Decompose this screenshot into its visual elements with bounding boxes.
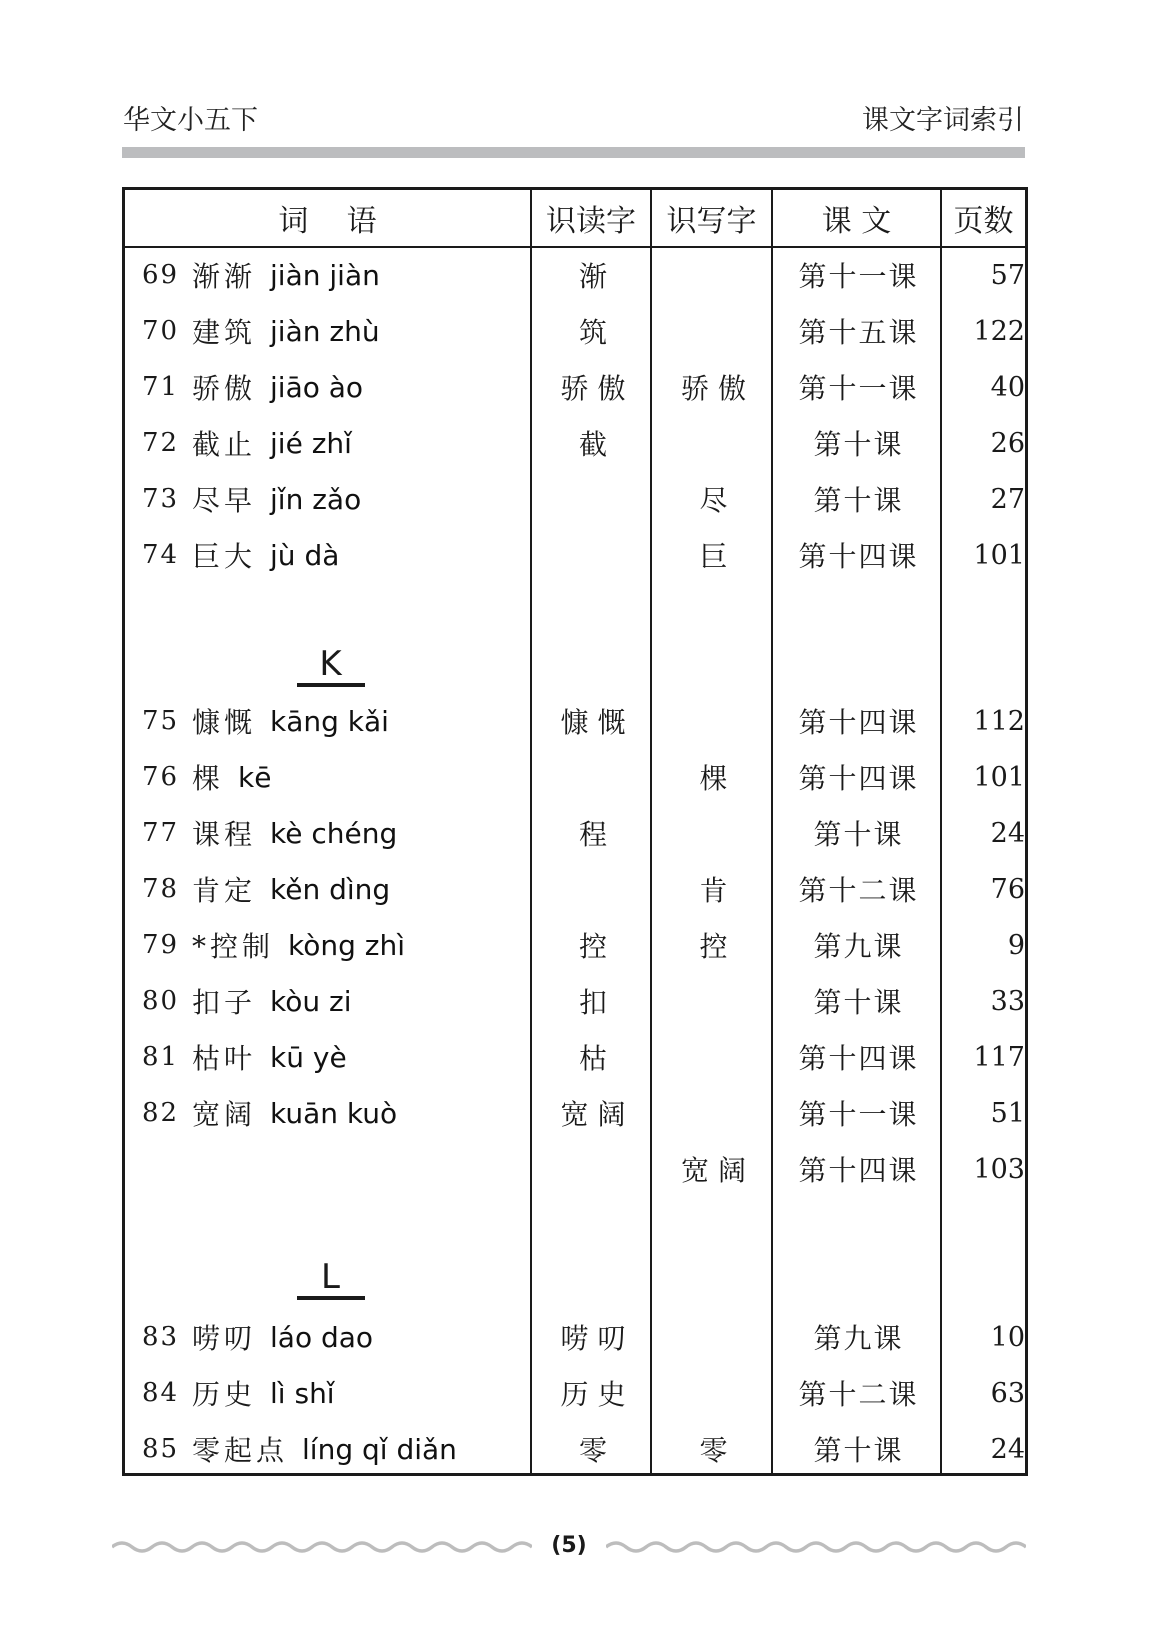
entry-pinyin: kěn dìng bbox=[270, 872, 391, 906]
entry-number: 70 bbox=[142, 316, 180, 346]
recognize-chars: 零 bbox=[578, 1434, 607, 1467]
page-number: 51 bbox=[990, 1097, 1025, 1129]
entry-pinyin: láo dao bbox=[270, 1320, 374, 1354]
page-number: 103 bbox=[973, 1153, 1025, 1185]
lesson-name: 第十二课 bbox=[798, 1378, 919, 1411]
recognize-chars bbox=[533, 749, 653, 805]
page-number: 10 bbox=[990, 1321, 1025, 1353]
write-chars: 肯 bbox=[699, 874, 728, 907]
table-row bbox=[125, 749, 1025, 805]
page-number: 26 bbox=[990, 427, 1025, 459]
page-number: 33 bbox=[990, 985, 1025, 1017]
entry-word: 建筑 bbox=[192, 316, 257, 349]
page-number: 24 bbox=[990, 817, 1025, 849]
entry-pinyin: jié zhǐ bbox=[270, 426, 352, 460]
page-number: 24 bbox=[990, 1433, 1025, 1465]
page-number: 117 bbox=[973, 1041, 1025, 1073]
entry-number: 75 bbox=[142, 706, 180, 736]
recognize-chars: 宽 阔 bbox=[560, 1098, 626, 1131]
entry-pinyin: kòng zhì bbox=[288, 928, 406, 962]
entry-word: 棵 bbox=[192, 762, 225, 795]
page-number: 27 bbox=[990, 483, 1025, 515]
page-number: 40 bbox=[990, 371, 1025, 403]
write-chars: 巨 bbox=[699, 540, 728, 573]
lesson-name: 第十四课 bbox=[798, 1154, 919, 1187]
recognize-chars: 骄 傲 bbox=[560, 372, 626, 405]
recognize-chars: 唠 叨 bbox=[560, 1322, 626, 1355]
entry-pinyin: lì shǐ bbox=[270, 1376, 335, 1410]
page-number-label: (5) bbox=[551, 1533, 587, 1558]
entry-word: 零起点 bbox=[192, 1434, 289, 1467]
recognize-chars bbox=[533, 471, 653, 527]
table-row bbox=[125, 247, 1025, 303]
table-row bbox=[125, 527, 1025, 583]
table-row-continuation bbox=[125, 1141, 1025, 1197]
section-heading-l bbox=[125, 1251, 533, 1307]
table-row bbox=[125, 359, 1025, 415]
table-row bbox=[125, 805, 1025, 861]
recognize-chars bbox=[533, 1141, 653, 1197]
recognize-chars: 截 bbox=[578, 428, 607, 461]
column-header-write: 识写字 bbox=[666, 204, 757, 239]
page-number: 63 bbox=[990, 1377, 1025, 1409]
entry-pinyin: jù dà bbox=[270, 538, 340, 572]
lesson-name: 第十课 bbox=[813, 1434, 904, 1467]
lesson-name: 第十课 bbox=[813, 818, 904, 851]
write-chars bbox=[653, 303, 774, 359]
entry-number: 84 bbox=[142, 1378, 180, 1408]
entry-number: 82 bbox=[142, 1098, 180, 1128]
entry-pinyin: jiàn zhù bbox=[270, 314, 380, 348]
entry-word: 尽早 bbox=[192, 484, 257, 517]
entry-word: 宽阔 bbox=[192, 1098, 257, 1131]
page-footer bbox=[112, 1533, 1026, 1563]
recognize-chars: 扣 bbox=[578, 986, 607, 1019]
lesson-name: 第九课 bbox=[813, 930, 904, 963]
entry-pinyin: kē bbox=[238, 760, 272, 794]
entry-number: 71 bbox=[142, 372, 180, 402]
write-chars bbox=[653, 247, 774, 303]
entry-word: 骄傲 bbox=[192, 372, 257, 405]
write-chars bbox=[653, 693, 774, 749]
write-chars bbox=[653, 1085, 774, 1141]
wave-ornament-right-icon bbox=[606, 1539, 1026, 1555]
page-number: 57 bbox=[990, 259, 1025, 291]
lesson-name: 第十课 bbox=[813, 428, 904, 461]
write-chars: 棵 bbox=[699, 762, 728, 795]
page-number: 101 bbox=[973, 761, 1025, 793]
entry-number: 72 bbox=[142, 428, 180, 458]
table-row bbox=[125, 917, 1025, 973]
lesson-name: 第十二课 bbox=[798, 874, 919, 907]
write-chars bbox=[653, 973, 774, 1029]
entry-number: 69 bbox=[142, 260, 180, 290]
recognize-chars: 筑 bbox=[578, 316, 607, 349]
column-header-page: 页数 bbox=[953, 204, 1014, 239]
entry-number: 78 bbox=[142, 874, 180, 904]
page-number: 9 bbox=[1007, 929, 1025, 961]
entry-pinyin: jǐn zǎo bbox=[270, 482, 362, 516]
entry-number: 83 bbox=[142, 1322, 180, 1352]
write-chars bbox=[653, 1309, 774, 1365]
entry-word: 慷慨 bbox=[192, 706, 257, 739]
table-row bbox=[125, 1365, 1025, 1421]
entry-pinyin: kè chéng bbox=[270, 816, 398, 850]
entry-number: 85 bbox=[142, 1434, 180, 1464]
recognize-chars bbox=[533, 861, 653, 917]
section-heading-k bbox=[125, 638, 533, 694]
section-letter: K bbox=[297, 645, 365, 687]
write-chars: 骄 傲 bbox=[681, 372, 746, 405]
recognize-chars: 程 bbox=[578, 818, 607, 851]
entry-word: 课程 bbox=[192, 818, 257, 851]
entry-word: 肯定 bbox=[192, 874, 257, 907]
entry-word: 历史 bbox=[192, 1378, 257, 1411]
entry-word: 扣子 bbox=[192, 986, 257, 1019]
page-number: 101 bbox=[973, 539, 1025, 571]
entry-pinyin: kū yè bbox=[270, 1040, 347, 1074]
entry-pinyin: kāng kǎi bbox=[270, 704, 389, 738]
entry-word: 枯叶 bbox=[192, 1042, 257, 1075]
write-chars bbox=[653, 1029, 774, 1085]
entry-number: 79 bbox=[142, 930, 180, 960]
write-chars bbox=[653, 805, 774, 861]
entry-pinyin: jiāo ào bbox=[270, 370, 364, 404]
word-index-table bbox=[122, 187, 1028, 1476]
column-header-lesson: 课 文 bbox=[821, 204, 892, 239]
recognize-chars: 渐 bbox=[578, 260, 607, 293]
recognize-chars: 慷 慨 bbox=[560, 706, 626, 739]
running-head-book-title: 华文小五下 bbox=[123, 105, 258, 136]
lesson-name: 第十四课 bbox=[798, 762, 919, 795]
entry-number: 73 bbox=[142, 484, 180, 514]
lesson-name: 第十四课 bbox=[798, 1042, 919, 1075]
entry-number: 81 bbox=[142, 1042, 180, 1072]
lesson-name: 第十课 bbox=[813, 484, 904, 517]
column-header-word: 词 语 bbox=[278, 204, 377, 239]
column-header-recognize: 识读字 bbox=[546, 204, 636, 239]
lesson-name: 第十一课 bbox=[798, 1098, 919, 1131]
lesson-name: 第十一课 bbox=[798, 372, 919, 405]
lesson-name: 第九课 bbox=[813, 1322, 904, 1355]
lesson-name: 第十一课 bbox=[798, 260, 919, 293]
header-divider-band bbox=[122, 147, 1025, 158]
table-row bbox=[125, 303, 1025, 359]
entry-pinyin: kuān kuò bbox=[270, 1096, 398, 1130]
table-row bbox=[125, 1029, 1025, 1085]
write-chars: 控 bbox=[699, 930, 728, 963]
entry-word: 渐渐 bbox=[192, 260, 257, 293]
entry-number: 74 bbox=[142, 540, 180, 570]
page-number: 122 bbox=[973, 315, 1025, 347]
table-row bbox=[125, 693, 1025, 749]
write-chars bbox=[653, 415, 774, 471]
entry-word: 巨大 bbox=[192, 540, 257, 573]
entry-number: 76 bbox=[142, 762, 180, 792]
section-letter: L bbox=[297, 1258, 365, 1300]
entry-word: *控制 bbox=[192, 930, 275, 963]
write-chars: 尽 bbox=[699, 484, 728, 517]
running-head-section-title: 课文字词索引 bbox=[862, 105, 1024, 136]
table-row bbox=[125, 973, 1025, 1029]
write-chars: 宽 阔 bbox=[681, 1154, 746, 1187]
entry-word: 唠叨 bbox=[192, 1322, 257, 1355]
entry-number: 77 bbox=[142, 818, 180, 848]
table-row bbox=[125, 415, 1025, 471]
lesson-name: 第十五课 bbox=[798, 316, 919, 349]
lesson-name: 第十四课 bbox=[798, 706, 919, 739]
page-number: 112 bbox=[973, 705, 1025, 737]
entry-number: 80 bbox=[142, 986, 180, 1016]
lesson-name: 第十课 bbox=[813, 986, 904, 1019]
entry-pinyin: kòu zi bbox=[270, 984, 352, 1018]
page-number: 76 bbox=[990, 873, 1025, 905]
recognize-chars bbox=[533, 527, 653, 583]
entry-pinyin: líng qǐ diǎn bbox=[302, 1432, 457, 1466]
recognize-chars: 历 史 bbox=[560, 1378, 626, 1411]
lesson-name: 第十四课 bbox=[798, 540, 919, 573]
entry-pinyin: jiàn jiàn bbox=[270, 258, 380, 292]
table-row bbox=[125, 1421, 1025, 1477]
table-row bbox=[125, 1309, 1025, 1365]
table-row bbox=[125, 471, 1025, 527]
write-chars bbox=[653, 1365, 774, 1421]
entry-word: 截止 bbox=[192, 428, 257, 461]
table-row bbox=[125, 1085, 1025, 1141]
table-row bbox=[125, 861, 1025, 917]
recognize-chars: 枯 bbox=[578, 1042, 607, 1075]
recognize-chars: 控 bbox=[578, 930, 607, 963]
write-chars: 零 bbox=[699, 1434, 728, 1467]
